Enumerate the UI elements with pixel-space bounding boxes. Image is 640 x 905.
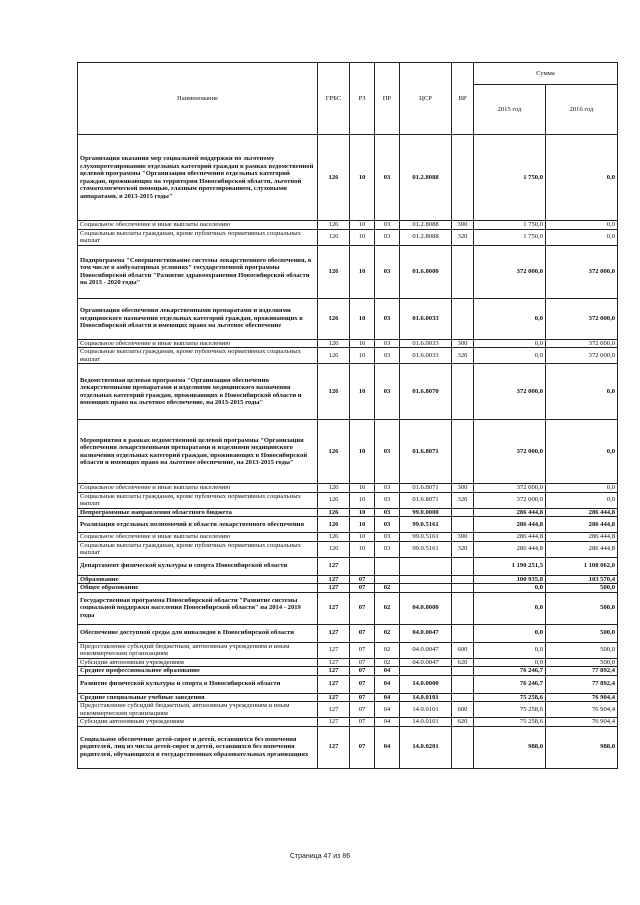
table-row (78, 575, 618, 584)
row-sum-2016: 0,0 (546, 135, 618, 221)
row-grbs: 126 (318, 245, 350, 298)
row-pr: 03 (375, 298, 400, 339)
row-name: Социальное обеспечение и иные выплаты населению (78, 221, 318, 230)
row-sum-2016: 372 000,0 (546, 245, 618, 298)
row-rz: 10 (350, 492, 375, 508)
row-name: Социальные выплаты гражданам, кроме публичных нормативных социальных выплат (78, 348, 318, 364)
row-csr: 01.2.8088 (400, 229, 452, 245)
row-pr (375, 557, 400, 575)
row-name: Организация оказания мер социальной поддержки по льготному слухопротезированию отдельных категорий граждан в рамках ведомственной целевой программы "Организация обеспечения отдельных категорий граждан, проживающих на территории Новосибирской области, льготной стоматологической помощью, глазным протезированием, слуховыми аппаратами, в 2013-2015 годы" (78, 135, 318, 221)
row-rz: 07 (350, 693, 375, 702)
row-csr: 01.2.8088 (400, 135, 452, 221)
row-vr (452, 693, 474, 702)
row-name: Обеспечение доступной среды для инвалидов в Новосибирской области (78, 624, 318, 642)
row-pr: 04 (375, 693, 400, 702)
row-vr (452, 675, 474, 693)
row-vr (452, 592, 474, 624)
row-csr: 99.0.5161 (400, 541, 452, 557)
row-grbs: 126 (318, 348, 350, 364)
row-name: Социальное обеспечение и иные выплаты населению (78, 484, 318, 493)
row-vr (452, 575, 474, 584)
header-pr: ПР (375, 63, 400, 135)
table-header (78, 63, 618, 135)
row-vr (452, 584, 474, 593)
row-sum-2015: 1 750,0 (474, 221, 546, 230)
row-pr: 03 (375, 339, 400, 348)
row-vr: 300 (452, 484, 474, 493)
row-grbs: 127 (318, 557, 350, 575)
row-pr: 02 (375, 584, 400, 593)
row-sum-2015: 0,0 (474, 624, 546, 642)
row-sum-2016: 372 000,0 (546, 348, 618, 364)
row-sum-2015: 988,0 (474, 726, 546, 768)
row-grbs: 126 (318, 492, 350, 508)
row-sum-2016: 372 000,0 (546, 339, 618, 348)
table-row (78, 339, 618, 348)
budget-table (77, 62, 618, 769)
row-sum-2015: 372 000,0 (474, 245, 546, 298)
row-pr: 02 (375, 642, 400, 658)
row-sum-2016: 286 444,8 (546, 541, 618, 557)
row-vr (452, 135, 474, 221)
row-sum-2015: 75 258,6 (474, 693, 546, 702)
row-sum-2015: 372 000,0 (474, 492, 546, 508)
row-name: Предоставление субсидий бюджетным, автономным учреждениям и иным некоммерческим организациям (78, 642, 318, 658)
row-sum-2015: 286 444,8 (474, 517, 546, 533)
row-sum-2016: 77 892,4 (546, 667, 618, 676)
row-pr: 04 (375, 675, 400, 693)
table-row (78, 557, 618, 575)
row-csr: 14.0.0000 (400, 675, 452, 693)
row-sum-2016: 372 000,0 (546, 298, 618, 339)
row-rz: 07 (350, 675, 375, 693)
row-sum-2015: 286 444,8 (474, 533, 546, 542)
header-2015: 2015 год (474, 85, 546, 135)
header-grbs: ГРБС (318, 63, 350, 135)
table-row (78, 693, 618, 702)
row-csr: 14.0.0101 (400, 718, 452, 727)
row-grbs: 126 (318, 298, 350, 339)
row-grbs: 127 (318, 718, 350, 727)
row-sum-2016: 286 444,8 (546, 508, 618, 517)
row-sum-2015: 75 258,6 (474, 702, 546, 718)
row-vr: 600 (452, 702, 474, 718)
row-pr: 04 (375, 702, 400, 718)
row-sum-2016: 286 444,8 (546, 517, 618, 533)
row-csr: 01.6.8071 (400, 484, 452, 493)
row-name: Социальные выплаты гражданам, кроме публичных нормативных социальных выплат (78, 492, 318, 508)
row-vr (452, 245, 474, 298)
row-vr (452, 726, 474, 768)
header-vr: ВР (452, 63, 474, 135)
row-grbs: 127 (318, 702, 350, 718)
row-rz: 10 (350, 221, 375, 230)
row-grbs: 127 (318, 624, 350, 642)
table-row (78, 245, 618, 298)
row-sum-2016: 0,0 (546, 364, 618, 420)
header-rz: РЗ (350, 63, 375, 135)
header-csr: ЦСР (400, 63, 452, 135)
row-sum-2016: 1 108 062,0 (546, 557, 618, 575)
row-grbs: 126 (318, 221, 350, 230)
row-rz: 07 (350, 584, 375, 593)
row-vr: 320 (452, 348, 474, 364)
table-row (78, 584, 618, 593)
row-sum-2015: 0,0 (474, 658, 546, 667)
row-name: Реализация отдельных полномочий в области лекарственного обеспечения (78, 517, 318, 533)
row-rz: 07 (350, 658, 375, 667)
row-name: Социальное обеспечение и иные выплаты населению (78, 339, 318, 348)
row-sum-2015: 0,0 (474, 339, 546, 348)
row-sum-2015: 1 190 251,5 (474, 557, 546, 575)
row-sum-2016: 76 904,4 (546, 702, 618, 718)
table-row (78, 541, 618, 557)
row-pr: 03 (375, 517, 400, 533)
row-pr: 03 (375, 245, 400, 298)
table-row (78, 135, 618, 221)
table-row (78, 642, 618, 658)
row-sum-2016: 0,0 (546, 221, 618, 230)
row-sum-2015: 372 000,0 (474, 484, 546, 493)
table-row (78, 221, 618, 230)
row-csr: 14.0.0101 (400, 693, 452, 702)
row-csr: 04.0.0047 (400, 642, 452, 658)
row-grbs: 126 (318, 508, 350, 517)
row-vr: 600 (452, 642, 474, 658)
row-name: Средние специальные учебные заведения (78, 693, 318, 702)
row-pr: 03 (375, 348, 400, 364)
row-grbs: 126 (318, 420, 350, 484)
row-sum-2015: 372 000,0 (474, 364, 546, 420)
row-name: Непрограммные направления областного бюджета (78, 508, 318, 517)
row-vr: 320 (452, 492, 474, 508)
row-sum-2016: 500,0 (546, 584, 618, 593)
row-name: Социальное обеспечение и иные выплаты населению (78, 533, 318, 542)
row-vr (452, 364, 474, 420)
row-grbs: 126 (318, 135, 350, 221)
row-pr: 03 (375, 229, 400, 245)
row-sum-2015: 0,0 (474, 584, 546, 593)
row-sum-2016: 988,0 (546, 726, 618, 768)
row-csr: 01.6.8070 (400, 364, 452, 420)
table-row (78, 517, 618, 533)
row-rz: 10 (350, 245, 375, 298)
row-rz (350, 557, 375, 575)
row-rz: 07 (350, 702, 375, 718)
table-row (78, 702, 618, 718)
row-vr: 300 (452, 533, 474, 542)
row-name: Подпрограмма "Совершенствование системы лекарственного обеспечения, в том числе в амбулаторных условиях" государственной программы Новосибирской области "Развитие здравоохранения Новосибирской области на 2013 - 2020 годы" (78, 245, 318, 298)
table-row (78, 667, 618, 676)
row-pr: 03 (375, 541, 400, 557)
row-vr (452, 557, 474, 575)
row-rz: 10 (350, 364, 375, 420)
row-rz: 10 (350, 533, 375, 542)
row-sum-2016: 0,0 (546, 420, 618, 484)
row-grbs: 126 (318, 541, 350, 557)
row-grbs: 126 (318, 364, 350, 420)
row-vr: 620 (452, 718, 474, 727)
row-grbs: 126 (318, 229, 350, 245)
row-csr: 01.6.0033 (400, 298, 452, 339)
row-pr: 04 (375, 718, 400, 727)
row-csr: 04.0.0047 (400, 658, 452, 667)
row-name: Общее образование (78, 584, 318, 593)
row-pr: 03 (375, 420, 400, 484)
table-row (78, 484, 618, 493)
row-grbs: 127 (318, 675, 350, 693)
row-csr: 01.6.8071 (400, 420, 452, 484)
header-2016: 2016 год (546, 85, 618, 135)
row-name: Образование (78, 575, 318, 584)
row-sum-2016: 286 444,8 (546, 533, 618, 542)
row-pr: 03 (375, 221, 400, 230)
row-grbs: 127 (318, 693, 350, 702)
row-csr: 01.2.8088 (400, 221, 452, 230)
row-vr: 320 (452, 229, 474, 245)
row-csr (400, 575, 452, 584)
row-rz: 07 (350, 575, 375, 584)
table-row (78, 658, 618, 667)
row-csr: 04.0.0047 (400, 624, 452, 642)
row-name: Субсидии автономным учреждениям (78, 718, 318, 727)
row-csr: 99.0.0000 (400, 508, 452, 517)
table-row (78, 348, 618, 364)
row-pr: 03 (375, 492, 400, 508)
table-row (78, 592, 618, 624)
row-vr (452, 667, 474, 676)
row-rz: 10 (350, 339, 375, 348)
row-name: Государственная программа Новосибирской области "Развитие системы социальной поддержки населения Новосибирской области" на 2014 - 2019 годы (78, 592, 318, 624)
row-sum-2015: 75 258,6 (474, 718, 546, 727)
row-rz: 07 (350, 624, 375, 642)
row-pr: 03 (375, 508, 400, 517)
row-name: Мероприятия в рамках ведомственной целевой программы "Организация обеспечения лекарственными препаратами и изделиями медицинского назначения отдельных категорий граждан, проживающих в Новосибирской области и имеющих право на льготное обеспечение, на 2013-2015 годы" (78, 420, 318, 484)
row-name: Субсидии автономным учреждениям (78, 658, 318, 667)
row-grbs: 126 (318, 339, 350, 348)
row-sum-2016: 500,0 (546, 624, 618, 642)
row-csr (400, 584, 452, 593)
row-name: Социальные выплаты гражданам, кроме публичных нормативных социальных выплат (78, 229, 318, 245)
row-csr: 99.0.5161 (400, 533, 452, 542)
row-sum-2015: 0,0 (474, 592, 546, 624)
row-vr (452, 508, 474, 517)
row-rz: 07 (350, 667, 375, 676)
row-pr: 02 (375, 624, 400, 642)
row-name: Департамент физической культуры и спорта Новосибирской области (78, 557, 318, 575)
table-row (78, 624, 618, 642)
row-grbs: 127 (318, 667, 350, 676)
row-csr: 01.6.0000 (400, 245, 452, 298)
row-grbs: 127 (318, 642, 350, 658)
row-pr: 04 (375, 726, 400, 768)
row-name: Среднее профессиональное образование (78, 667, 318, 676)
row-rz: 10 (350, 298, 375, 339)
row-csr: 01.6.0033 (400, 348, 452, 364)
table-row (78, 492, 618, 508)
row-sum-2015: 286 444,8 (474, 541, 546, 557)
row-sum-2015: 76 246,7 (474, 667, 546, 676)
row-grbs: 127 (318, 592, 350, 624)
row-sum-2015: 100 935,8 (474, 575, 546, 584)
row-grbs: 126 (318, 533, 350, 542)
row-rz: 10 (350, 517, 375, 533)
page-footer: Страница 47 из 86 (289, 853, 351, 860)
row-csr (400, 667, 452, 676)
row-grbs: 127 (318, 658, 350, 667)
row-pr (375, 575, 400, 584)
row-grbs: 127 (318, 726, 350, 768)
row-sum-2016: 0,0 (546, 229, 618, 245)
row-sum-2016: 0,0 (546, 484, 618, 493)
row-vr: 620 (452, 658, 474, 667)
row-vr (452, 624, 474, 642)
table-row (78, 675, 618, 693)
table-row (78, 420, 618, 484)
row-sum-2016: 500,0 (546, 642, 618, 658)
row-pr: 02 (375, 592, 400, 624)
row-name: Организация обеспечения лекарственными препаратами и изделиями медицинского назначения отдельных категорий граждан, проживающих в Новосибирской области и имеющих право на льготное обеспечение (78, 298, 318, 339)
row-vr (452, 517, 474, 533)
row-pr: 02 (375, 658, 400, 667)
row-csr (400, 557, 452, 575)
row-rz: 10 (350, 484, 375, 493)
row-rz: 10 (350, 420, 375, 484)
row-rz: 07 (350, 726, 375, 768)
row-csr: 01.6.8071 (400, 492, 452, 508)
row-rz: 10 (350, 348, 375, 364)
row-pr: 03 (375, 484, 400, 493)
row-grbs: 127 (318, 575, 350, 584)
row-name: Социальное обеспечение детей-сирот и детей, оставшихся без попечения родителей, лиц из числа детей-сирот и детей, оставшихся без попечения родителей, обучающихся в государственных образовательных организациях (78, 726, 318, 768)
row-sum-2015: 0,0 (474, 642, 546, 658)
table-body (78, 135, 618, 769)
row-pr: 03 (375, 364, 400, 420)
row-vr (452, 298, 474, 339)
row-name: Социальные выплаты гражданам, кроме публичных нормативных социальных выплат (78, 541, 318, 557)
row-csr: 14.0.0101 (400, 702, 452, 718)
row-pr: 04 (375, 667, 400, 676)
row-sum-2016: 500,0 (546, 658, 618, 667)
row-sum-2016: 500,0 (546, 592, 618, 624)
row-rz: 07 (350, 642, 375, 658)
row-name: Развитие физической культуры и спорта в Новосибирской области (78, 675, 318, 693)
row-vr: 320 (452, 541, 474, 557)
budget-page (77, 62, 617, 769)
table-row (78, 364, 618, 420)
table-row (78, 533, 618, 542)
row-sum-2016: 0,0 (546, 492, 618, 508)
row-sum-2016: 76 904,4 (546, 718, 618, 727)
row-rz: 07 (350, 718, 375, 727)
row-sum-2015: 0,0 (474, 298, 546, 339)
row-rz: 10 (350, 541, 375, 557)
row-sum-2015: 76 246,7 (474, 675, 546, 693)
row-rz: 10 (350, 508, 375, 517)
table-row (78, 718, 618, 727)
row-sum-2016: 76 904,4 (546, 693, 618, 702)
row-vr: 300 (452, 339, 474, 348)
row-rz: 10 (350, 135, 375, 221)
header-name: Наименование (78, 63, 318, 135)
row-sum-2015: 1 750,0 (474, 135, 546, 221)
table-row (78, 726, 618, 768)
row-name: Ведомственная целевая программа "Организация обеспечения лекарственными препаратами и изделиями медицинского назначения отдельных категорий граждан, проживающих в Новосибирской области и имеющих право на льготное обеспечение, на 2013-2015 годы" (78, 364, 318, 420)
table-row (78, 229, 618, 245)
row-vr (452, 420, 474, 484)
row-pr: 03 (375, 533, 400, 542)
row-csr: 04.0.0000 (400, 592, 452, 624)
row-sum-2015: 1 750,0 (474, 229, 546, 245)
header-sum: Сумма (474, 63, 618, 85)
row-grbs: 126 (318, 484, 350, 493)
row-sum-2015: 372 000,0 (474, 420, 546, 484)
row-grbs: 126 (318, 517, 350, 533)
row-name: Предоставление субсидий бюджетным, автономным учреждениям и иным некоммерческим организациям (78, 702, 318, 718)
row-sum-2015: 286 444,8 (474, 508, 546, 517)
row-sum-2016: 103 570,4 (546, 575, 618, 584)
row-csr: 01.6.0033 (400, 339, 452, 348)
row-csr: 14.0.0201 (400, 726, 452, 768)
row-rz: 07 (350, 592, 375, 624)
row-grbs: 127 (318, 584, 350, 593)
row-pr: 03 (375, 135, 400, 221)
row-sum-2016: 77 892,4 (546, 675, 618, 693)
table-row (78, 508, 618, 517)
table-row (78, 298, 618, 339)
row-sum-2015: 0,0 (474, 348, 546, 364)
row-csr: 99.0.5161 (400, 517, 452, 533)
row-vr: 300 (452, 221, 474, 230)
row-rz: 10 (350, 229, 375, 245)
